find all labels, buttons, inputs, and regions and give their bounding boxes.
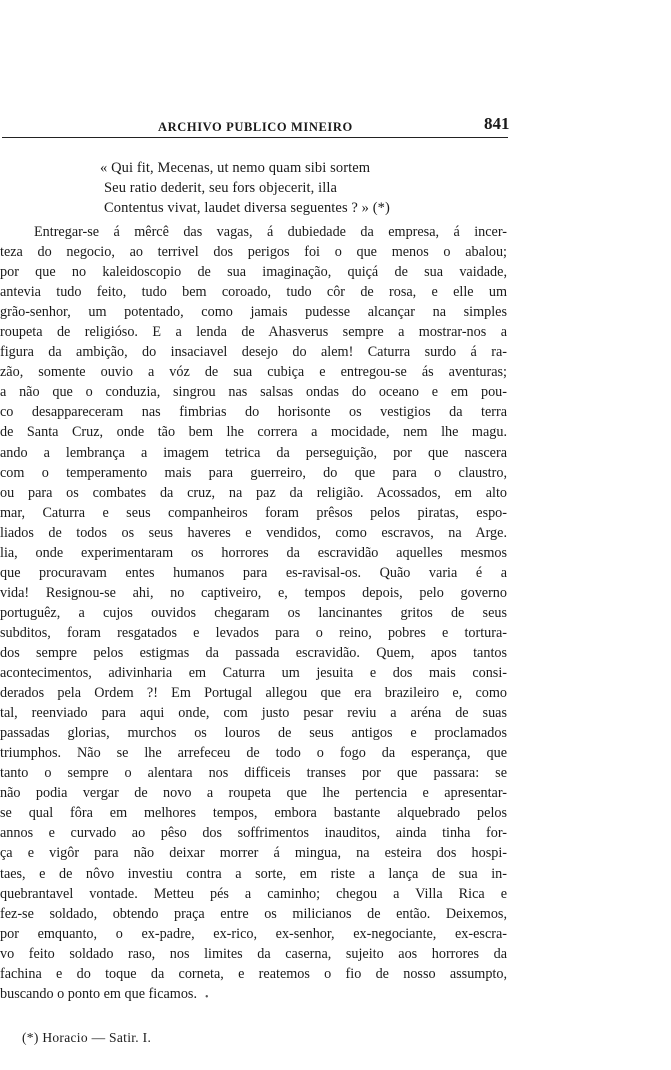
body-paragraph [0,222,507,1004]
text-line: vo feito soldado raso, nos limites da caserna, sujeito aos horrores da [0,945,507,962]
page-header [0,112,671,138]
text-line: derados pela Ordem ?! Em Portugal allegou que era brazileiro e, como [0,685,507,702]
text-line: fez-se soldado, obtendo praça entre os milicianos de então. Deixemos, [0,905,507,922]
text-line: ça e vigôr para não deixar morrer á mingua, na esteira dos hospi- [0,845,507,862]
text-line: se qual fôra em melhores tempos, embora bastante alquebrado pelos [0,805,507,822]
text-line: antevia tudo feito, tudo bem coroado, tudo côr de rosa, e elle um [0,284,507,301]
text-line: triumphos. Não se lhe arrefeceu de todo o fogo da esperança, que [0,745,507,762]
text-line: por que no kaleidoscopio de sua imaginação, quiçá de sua vaidade, [0,264,507,281]
footnote: (*) Horacio — Satir. I. [22,1030,152,1045]
text-line: passadas glorias, murchos os louros de seus antigos e proclamados [0,725,507,742]
text-line: acontecimentos, adivinharia em Caturra um jesuita e dos mais consi- [0,665,507,682]
verse-line: Contentus vivat, laudet diversa seguentes ? » (*) [104,200,390,216]
verse-line: Seu ratio dederit, seu fors objecerit, illa [104,180,338,196]
text-line: grão-senhor, um potentado, como jamais pudesse alcançar na simples [0,304,507,321]
text-line: annos e curvado ao pêso dos soffrimentos inauditos, ainda tinha for- [0,825,507,842]
text-line: roupeta de religióso. E a lenda de Ahasverus sempre a mostrar-nos a [0,324,507,341]
text-line: ando a lembrança a imagem tetrica da perseguição, por que nascera [0,444,507,461]
running-title: ARCHIVO PUBLICO MINEIRO [158,120,353,134]
text-line: teza do negocio, ao terrivel dos perigos foi o que menos o abalou; [0,244,507,261]
text-line: lia, onde experimentaram os horrores da escravidão aquelles mesmos [0,544,507,561]
verse-line: « Qui fit, Mecenas, ut nemo quam sibi sortem [100,160,371,176]
latin-verse-quote [100,158,520,218]
text-line: a não que o conduzia, singrou nas salsas ondas do oceano e em pou- [0,384,507,401]
text-line: tanto o sempre o alentara nos difficeis transes por que passara: se [0,765,507,782]
text-line: figura da ambição, do insaciavel desejo do alem! Caturra surdo á ra- [0,344,507,361]
text-line: mar, Caturra e seus companheiros foram prêsos pelos piratas, espo- [0,504,507,521]
text-line: com o temperamento mais para guerreiro, do que para o claustro, [0,464,507,481]
text-line: taes, e de nôvo investiu contra a sorte, em riste a lança de sua in- [0,865,507,882]
text-line: co desappareceram nas fimbrias do horisonte os vestigios da terra [0,404,507,421]
text-line: por emquanto, o ex-padre, ex-rico, ex-senhor, ex-negociante, ex-escra- [0,925,507,942]
text-line: ou para os combates da cruz, na paz da religião. Acossados, em alto [0,484,507,501]
text-line: subditos, foram resgatados e levados para o reino, pobres e tortura- [0,624,507,641]
text-line: portuguêz, a cujos ouvidos chegaram os lancinantes gritos de seus [0,604,507,621]
text-line: zão, somente ouvio a vóz de sua cubiça e entregou-se ás aventuras; [0,364,507,381]
text-line: Entregar-se á mêrcê das vagas, á dubiedade da empresa, á incer- [34,224,507,240]
header-rule [2,137,508,138]
text-line: liados de todos os seus haveres e vendidos, como escravos, na Arge. [0,524,507,541]
text-line: não podia vergar de novo a roupeta que lhe pertencia e apresentar- [0,785,507,802]
text-line: dos sempre pelos estigmas da passada escravidão. Quem, apos tantos [0,644,507,661]
text-line: fachina e do toque da corneta, e reatemos o fio de nosso assumpto, [0,965,507,982]
text-line: tal, reenviado para aqui onde, com justo pesar reviu a aréna de suas [0,705,507,722]
print-speck: • [205,992,209,1003]
text-line: de Santa Cruz, onde tão bem lhe correra a mocidade, nem lhe magu. [0,424,507,441]
text-line: quebrantavel vontade. Metteu pés a caminho; chegou a Villa Rica e [0,885,507,902]
text-line: buscando o ponto em que ficamos. [0,985,198,1002]
text-line: que procuravam entes humanos para es-ravisal-os. Quão varia é a [0,564,507,581]
page-number: 841 [484,114,510,133]
text-line: vida! Resignou-se ahi, no captiveiro, e, tempos depois, pelo governo [0,584,507,601]
